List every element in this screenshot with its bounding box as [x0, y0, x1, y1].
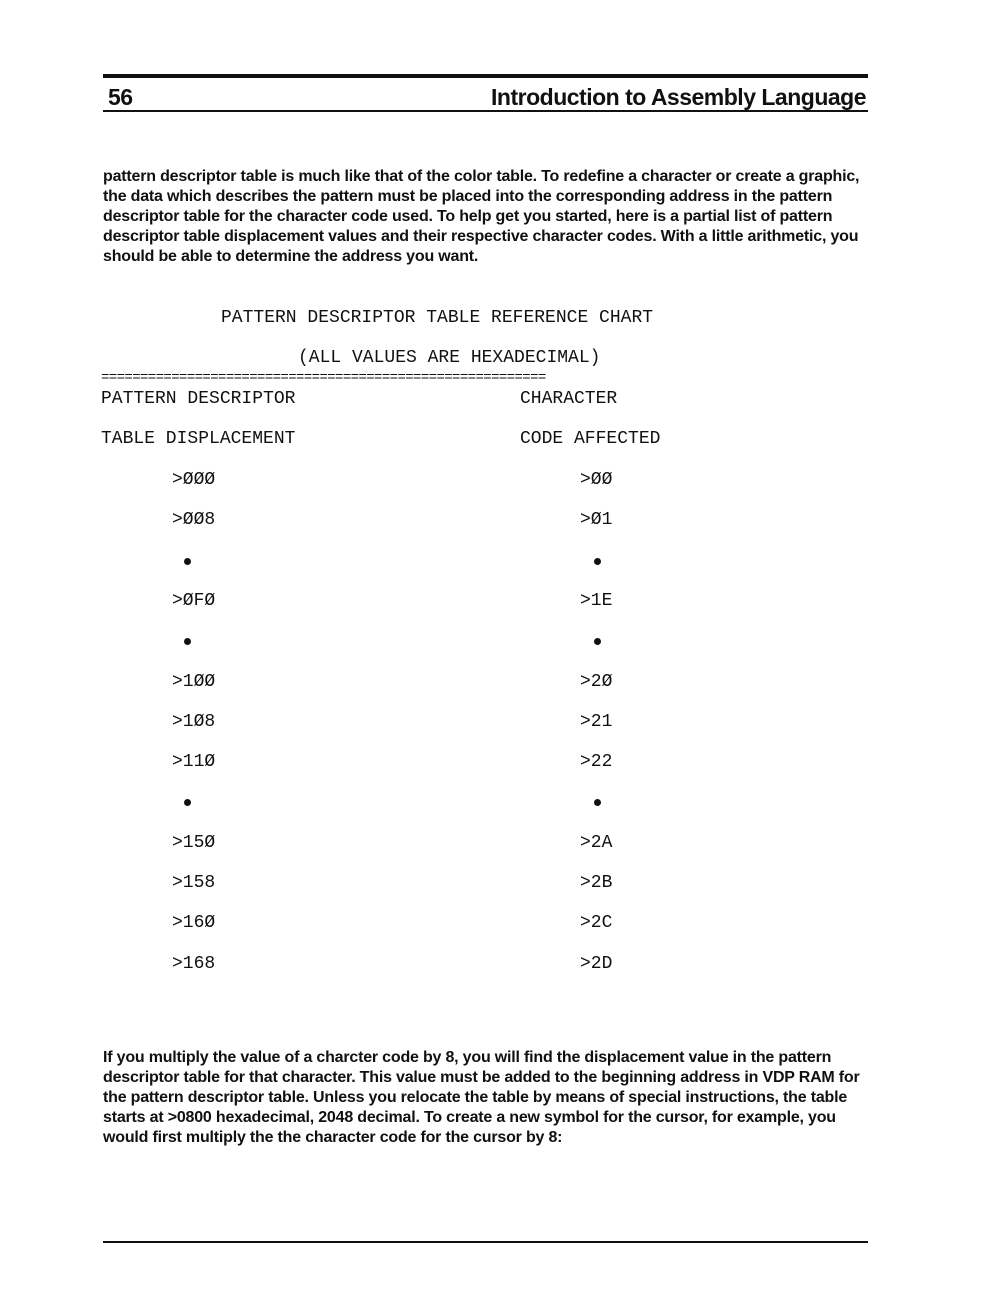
- table-row: [0, 912, 1000, 934]
- top-rule: [103, 74, 868, 78]
- ellipsis-dot-left: [184, 638, 191, 645]
- table-row: [0, 711, 1000, 733]
- displacement-value: >16Ø: [172, 913, 216, 933]
- intro-paragraph: pattern descriptor table is much like that of the color table. To redefine a character or create a graphic, the data which describes the pattern must be placed into the corresponding address in the pattern descriptor table for the character code used. To help get you started, here is a partial list of pattern descriptor table displacement values and their respective character codes. With a little arithmetic, you should be able to determine the address you want.: [103, 168, 860, 265]
- table-row: [0, 509, 1000, 531]
- displacement-value: >ØFØ: [172, 591, 216, 611]
- column-header-code-line2: CODE AFFECTED: [520, 429, 661, 449]
- displacement-value: >ØØ8: [172, 510, 216, 530]
- column-header-displacement-line1: PATTERN DESCRIPTOR: [101, 389, 296, 409]
- chart-subtitle: (ALL VALUES ARE HEXADECIMAL): [298, 348, 601, 368]
- character-code-value: >ØØ: [580, 470, 613, 490]
- ellipsis-dot-left: [184, 799, 191, 806]
- character-code-value: >22: [580, 752, 613, 772]
- table-row: [0, 832, 1000, 854]
- displacement-value: >1Ø8: [172, 712, 216, 732]
- header-underline: [103, 110, 868, 112]
- displacement-value: >11Ø: [172, 752, 216, 772]
- character-code-value: >21: [580, 712, 613, 732]
- character-code-value: >2B: [580, 873, 613, 893]
- column-header-code-line1: CHARACTER: [520, 389, 618, 409]
- ellipsis-dot-right: [594, 558, 601, 565]
- chart-separator: =========================================================: [101, 370, 546, 386]
- table-row: [0, 550, 1000, 572]
- table-row: [0, 751, 1000, 773]
- table-row: [0, 469, 1000, 491]
- character-code-value: >2D: [580, 954, 613, 974]
- displacement-value: >15Ø: [172, 833, 216, 853]
- table-row: [0, 953, 1000, 975]
- ellipsis-dot-left: [184, 558, 191, 565]
- bottom-rule: [103, 1241, 868, 1243]
- displacement-value: >168: [172, 954, 216, 974]
- displacement-value: >158: [172, 873, 216, 893]
- character-code-value: >2Ø: [580, 672, 613, 692]
- table-row: [0, 872, 1000, 894]
- closing-paragraph: If you multiply the value of a charcter code by 8, you will find the displacement value in the pattern descriptor table for that character. This value must be added to the beginning address in VDP RAM for the pattern descriptor table. Unless you relocate the table by means of special instructions, the table starts at >0800 hexadecimal, 2048 decimal. To create a new symbol for the cursor, for example, you would first multiply the the character code for the cursor by 8:: [103, 1049, 860, 1146]
- displacement-value: >ØØØ: [172, 470, 216, 490]
- character-code-value: >2C: [580, 913, 613, 933]
- table-row: [0, 791, 1000, 813]
- table-row: [0, 671, 1000, 693]
- table-row: [0, 630, 1000, 652]
- column-header-displacement-line2: TABLE DISPLACEMENT: [101, 429, 296, 449]
- ellipsis-dot-right: [594, 799, 601, 806]
- table-row: [0, 590, 1000, 612]
- ellipsis-dot-right: [594, 638, 601, 645]
- character-code-value: >2A: [580, 833, 613, 853]
- character-code-value: >1E: [580, 591, 613, 611]
- running-title: Introduction to Assembly Language: [491, 84, 866, 110]
- displacement-value: >1ØØ: [172, 672, 216, 692]
- page-number: 56: [108, 84, 133, 110]
- chart-title: PATTERN DESCRIPTOR TABLE REFERENCE CHART: [221, 308, 654, 328]
- character-code-value: >Ø1: [580, 510, 613, 530]
